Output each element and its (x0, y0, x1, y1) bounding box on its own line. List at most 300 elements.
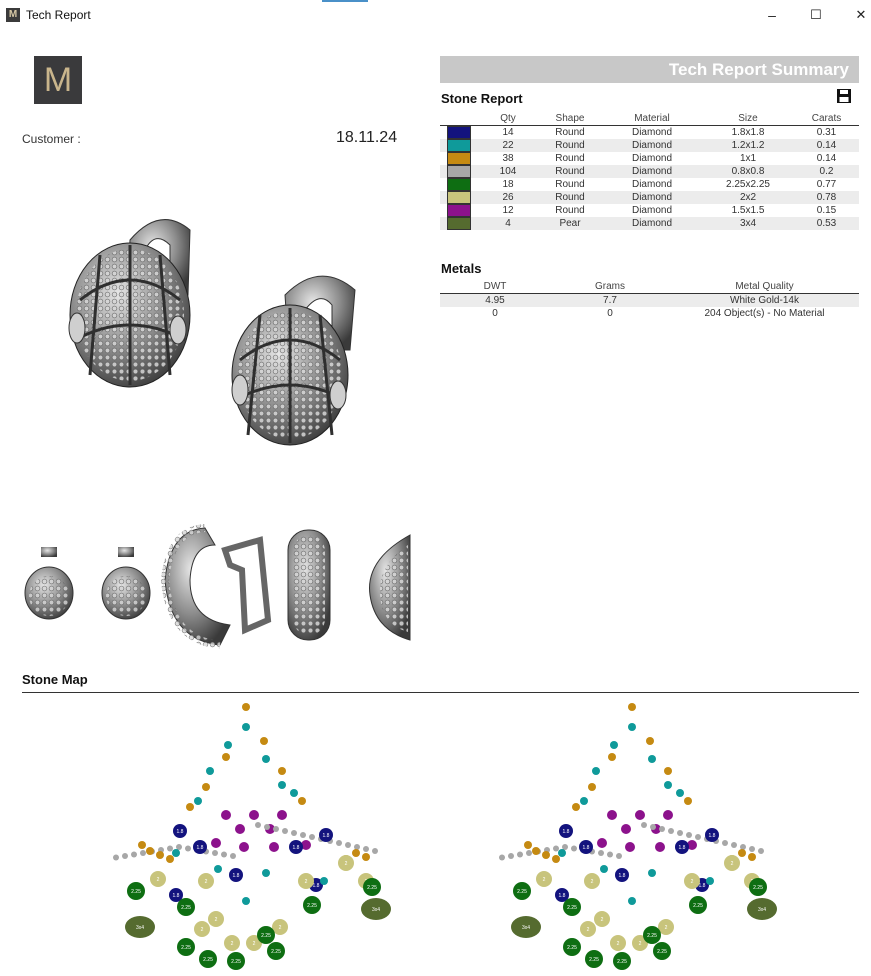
stone-map-stone (499, 855, 505, 861)
svg-text:2: 2 (344, 861, 348, 867)
svg-text:2.25: 2.25 (589, 957, 599, 963)
stone-map-stone (336, 840, 342, 846)
metals-col-header: Grams (550, 280, 670, 294)
stone-map-stone (592, 767, 600, 775)
stone-map-stone (559, 824, 573, 838)
stone-shape: Round (555, 179, 585, 190)
svg-text:2: 2 (214, 917, 218, 923)
app-logo-icon: M (6, 8, 20, 22)
stone-map-stone (579, 840, 593, 854)
stone-col-header: Shape (538, 112, 602, 126)
stone-map-stone (229, 868, 243, 882)
svg-text:1.8: 1.8 (292, 845, 300, 851)
stone-map-stone (563, 898, 581, 916)
stone-map-stone (290, 789, 298, 797)
stone-map-stone (354, 844, 360, 850)
stone-map-stone (113, 855, 119, 861)
metals-dwt: 0 (492, 308, 498, 319)
stone-col-header: Qty (478, 112, 538, 126)
svg-text:2: 2 (156, 877, 160, 883)
svg-text:1.8: 1.8 (322, 833, 330, 839)
customer-label: Customer : (22, 132, 81, 146)
stone-map-stone (319, 828, 333, 842)
stone-size: 3x4 (702, 217, 794, 230)
stone-color-swatch (447, 126, 471, 139)
stone-map-stone (222, 753, 230, 761)
stone-map-stone (260, 737, 268, 745)
stone-shape: Round (555, 205, 585, 216)
stone-map-stone (584, 873, 600, 889)
stone-map-stone (542, 851, 550, 859)
stone-shape: Round (555, 127, 585, 138)
metals-grams: 7.7 (550, 294, 670, 308)
stone-map-stone (628, 703, 636, 711)
stone-map-stone (264, 824, 270, 830)
stone-map-stone (562, 844, 568, 850)
stone-map-stone (675, 840, 689, 854)
stone-row (440, 178, 859, 191)
stone-carats: 0.14 (816, 153, 837, 164)
stone-row (440, 165, 859, 178)
stone-color-cell (440, 139, 478, 152)
brand-logo: M (34, 56, 82, 104)
stone-material: Diamond (631, 205, 673, 216)
stone-map-stone (198, 873, 214, 889)
stone-map-stone (166, 855, 174, 863)
stone-map-stone (598, 850, 604, 856)
stone-map-stone (668, 828, 674, 834)
stone-map-stone (664, 767, 672, 775)
stone-map-stone (526, 850, 532, 856)
stone-map-stone (214, 865, 222, 873)
render-small-views (25, 528, 410, 645)
stone-material: Diamond (631, 153, 673, 164)
svg-text:2: 2 (690, 879, 694, 885)
svg-text:1.8: 1.8 (232, 873, 240, 879)
stone-map-stone (362, 853, 370, 861)
stone-map-stone (705, 828, 719, 842)
stone-map-stone (689, 896, 707, 914)
stone-material: Diamond (602, 217, 702, 230)
svg-text:2: 2 (200, 927, 204, 933)
stone-map-stone (607, 852, 613, 858)
stone-material: Diamond (631, 127, 673, 138)
svg-text:2: 2 (664, 925, 668, 931)
stone-color-swatch (447, 178, 471, 191)
svg-text:2: 2 (230, 941, 234, 947)
metals-grams: 0 (607, 308, 613, 319)
stone-map-stone (648, 869, 656, 877)
stone-map-stone (150, 871, 166, 887)
stone-map-stone (257, 926, 275, 944)
stone-map-stone (211, 838, 221, 848)
stone-qty: 14 (502, 127, 514, 138)
stone-qty: 12 (502, 205, 514, 216)
stone-map-stone (646, 737, 654, 745)
maximize-icon[interactable]: ☐ (810, 7, 822, 22)
stone-row (440, 152, 859, 165)
summary-title: Tech Report Summary (668, 60, 849, 79)
stone-qty: 26 (478, 191, 538, 204)
stone-material: Diamond (602, 191, 702, 204)
metals-table (440, 280, 859, 320)
stone-row (440, 191, 859, 204)
stone-color-swatch (447, 217, 471, 230)
stone-shape: Round (538, 165, 602, 178)
stone-color-swatch (447, 139, 471, 152)
svg-text:2: 2 (304, 879, 308, 885)
stone-map-stone (303, 896, 321, 914)
stone-map-stone (230, 853, 236, 859)
svg-text:1.8: 1.8 (176, 829, 184, 835)
stone-qty: 104 (478, 165, 538, 178)
report-date: 18.11.24 (336, 129, 398, 146)
stone-shape: Round (538, 139, 602, 152)
stone-map-stone (608, 753, 616, 761)
stone-map-stone (262, 869, 270, 877)
stone-row (440, 204, 859, 217)
metals-quality: 204 Object(s) - No Material (704, 308, 825, 319)
stone-map-stone (731, 842, 737, 848)
stone-size: 2x2 (702, 191, 794, 204)
stone-qty: 22 (478, 139, 538, 152)
stone-map-stone (177, 938, 195, 956)
swatch-header (440, 112, 478, 126)
stone-map-stone (664, 781, 672, 789)
stone-color-cell (440, 126, 478, 140)
svg-text:2.25: 2.25 (657, 949, 667, 955)
stone-map-title: Stone Map (22, 672, 88, 687)
stone-color-cell (440, 191, 478, 204)
stone-map-stone (224, 741, 232, 749)
render-right-earring (232, 276, 355, 445)
stone-map-stone (585, 950, 603, 968)
svg-text:3x4: 3x4 (521, 925, 531, 931)
svg-text:2.25: 2.25 (567, 945, 577, 951)
stone-map-stone (345, 842, 351, 848)
stone-map-stone (536, 871, 552, 887)
stone-material: Diamond (602, 139, 702, 152)
stone-map-pear (125, 916, 155, 938)
stone-map-stone (684, 797, 692, 805)
stone-map-stone (641, 822, 647, 828)
svg-text:2.25: 2.25 (181, 945, 191, 951)
svg-text:3x4: 3x4 (757, 907, 767, 913)
stone-map-stone (278, 781, 286, 789)
stone-size: 0.8x0.8 (702, 165, 794, 178)
stone-map-stone (282, 828, 288, 834)
stone-map-stone (663, 810, 673, 820)
stone-map-stone (167, 846, 173, 852)
stone-map-stone (338, 855, 354, 871)
stone-map-divider (22, 692, 859, 693)
stone-map-stone (363, 878, 381, 896)
stone-map-pear (511, 916, 541, 938)
stone-map-stone (242, 897, 250, 905)
svg-text:1.8: 1.8 (678, 845, 686, 851)
svg-text:1.8: 1.8 (562, 829, 570, 835)
stone-map-stone (242, 723, 250, 731)
stone-map-stone (748, 853, 756, 861)
window-titlebar (0, 0, 871, 32)
svg-text:2.25: 2.25 (203, 957, 213, 963)
stone-col-header: Size (702, 112, 794, 126)
stone-size: 1x1 (739, 153, 757, 164)
svg-text:2.25: 2.25 (261, 933, 271, 939)
stone-row (440, 139, 859, 152)
svg-text:2: 2 (204, 879, 208, 885)
stone-map-stone (221, 810, 231, 820)
stone-map-stone (352, 849, 360, 857)
stone-color-cell (440, 178, 478, 191)
stone-map-stone (552, 855, 560, 863)
stone-map-stone (686, 832, 692, 838)
stone-map-stone (298, 873, 314, 889)
stone-color-swatch (447, 204, 471, 217)
stone-map-stone (156, 851, 164, 859)
stone-map-stone (628, 723, 636, 731)
stone-carats: 0.78 (794, 191, 859, 204)
stone-size: 1.5x1.5 (731, 205, 765, 216)
stone-shape: Round (555, 153, 585, 164)
svg-text:2: 2 (600, 917, 604, 923)
stone-size: 2.25x2.25 (726, 179, 770, 190)
stone-map-stone (212, 850, 218, 856)
stone-map-stone (363, 846, 369, 852)
stone-map-stone (193, 840, 207, 854)
stone-map-stone (621, 824, 631, 834)
stone-color-cell (440, 204, 478, 217)
stone-map-stone (738, 849, 746, 857)
stone-map-stone (255, 822, 261, 828)
stone-map-stone (758, 848, 764, 854)
stone-map-stone (643, 926, 661, 944)
svg-text:2.25: 2.25 (647, 933, 657, 939)
stone-report-table (440, 112, 859, 230)
stone-map-stone (202, 783, 210, 791)
stone-map-stone (749, 878, 767, 896)
close-icon[interactable]: ✕ (855, 7, 867, 22)
metals-col-header: DWT (440, 280, 550, 294)
stone-map-stone (199, 950, 217, 968)
stone-map-stone (140, 850, 146, 856)
stone-map-stone (249, 810, 259, 820)
stone-map-stone (194, 921, 210, 937)
svg-text:2.25: 2.25 (517, 889, 527, 895)
stone-map-stone (610, 741, 618, 749)
stone-map-stone (278, 767, 286, 775)
stone-map-stone (749, 846, 755, 852)
svg-text:1.8: 1.8 (582, 845, 590, 851)
stone-size: 1.8x1.8 (731, 127, 765, 138)
svg-text:1.8: 1.8 (196, 845, 204, 851)
svg-text:2.25: 2.25 (693, 903, 703, 909)
svg-text:1.8: 1.8 (618, 873, 626, 879)
earring-renders (20, 200, 420, 660)
stone-map-stone (206, 767, 214, 775)
stone-map-stone (300, 832, 306, 838)
stone-shape: Round (538, 191, 602, 204)
stone-map-stone (508, 853, 514, 859)
stone-map-stone (146, 847, 154, 855)
stone-map-stone (571, 846, 577, 852)
stone-map-stone (372, 848, 378, 854)
stone-map-stone (513, 882, 531, 900)
stone-material: Diamond (602, 165, 702, 178)
stone-map-stone (594, 911, 610, 927)
stone-map-stone (289, 840, 303, 854)
stone-map-stone (122, 853, 128, 859)
stone-map-stone (677, 830, 683, 836)
stone-map-stone (221, 852, 227, 858)
stone-map-stone (176, 844, 182, 850)
stone-col-header: Material (602, 112, 702, 126)
svg-text:2.25: 2.25 (181, 905, 191, 911)
stone-color-cell (440, 217, 478, 230)
svg-text:1.8: 1.8 (698, 883, 706, 889)
stone-color-swatch (447, 152, 471, 165)
stone-map-stone (235, 824, 245, 834)
metals-row (440, 294, 859, 308)
stone-map-stone (572, 803, 580, 811)
stone-map-stone (553, 846, 559, 852)
svg-text:2.25: 2.25 (753, 885, 763, 891)
stone-color-cell (440, 152, 478, 165)
svg-text:2.25: 2.25 (131, 889, 141, 895)
svg-text:2: 2 (278, 925, 282, 931)
stone-map-stone (588, 783, 596, 791)
stone-map-stone (517, 852, 523, 858)
stone-map-stone (607, 810, 617, 820)
stone-map-stone (650, 824, 656, 830)
stone-color-cell (440, 165, 478, 178)
stone-map-stone (194, 797, 202, 805)
stone-qty: 18 (502, 179, 514, 190)
svg-text:1.8: 1.8 (708, 833, 716, 839)
stone-col-header: Carats (794, 112, 859, 126)
stone-map-stone (655, 842, 665, 852)
stone-map-stone (273, 826, 279, 832)
stone-material: Diamond (631, 179, 673, 190)
stone-map-stone (177, 898, 195, 916)
metals-col-header: Metal Quality (670, 280, 859, 294)
stone-map-stone (138, 841, 146, 849)
stone-report-title: Stone Report (441, 91, 523, 106)
stone-qty: 38 (502, 153, 514, 164)
stone-map-stone (684, 873, 700, 889)
stone-map-stone (291, 830, 297, 836)
titlebar-accent (322, 0, 368, 2)
stone-map-stone (277, 810, 287, 820)
svg-text:3x4: 3x4 (371, 907, 381, 913)
save-icon[interactable] (836, 88, 852, 104)
stone-carats: 0.14 (794, 139, 859, 152)
stone-map-stone (613, 952, 631, 970)
stone-map-stone (131, 852, 137, 858)
stone-map-stone (524, 841, 532, 849)
stone-shape: Pear (538, 217, 602, 230)
svg-text:2: 2 (542, 877, 546, 883)
stone-map-stone (653, 942, 671, 960)
stone-map-stone (610, 935, 626, 951)
svg-text:2: 2 (730, 861, 734, 867)
stone-color-swatch (447, 191, 471, 204)
metals-title: Metals (441, 261, 482, 276)
stone-report-header-row (440, 112, 859, 126)
svg-text:2: 2 (586, 927, 590, 933)
stone-map-stone (580, 921, 596, 937)
stone-map-stone (320, 877, 328, 885)
stone-map-stone (722, 840, 728, 846)
stone-row (440, 126, 859, 140)
stone-color-swatch (447, 165, 471, 178)
window-title: Tech Report (26, 8, 91, 22)
stone-map-stone (635, 810, 645, 820)
stone-map-stone (597, 838, 607, 848)
stone-map-stone (186, 803, 194, 811)
stone-carats: 0.2 (794, 165, 859, 178)
metals-quality: White Gold-14k (670, 294, 859, 308)
stone-map-stone (600, 865, 608, 873)
metals-row (440, 307, 859, 320)
stone-map-pear (361, 898, 391, 920)
svg-text:2: 2 (638, 941, 642, 947)
stone-map-stone (558, 849, 566, 857)
metals-header-row (440, 280, 859, 294)
stone-carats: 0.53 (794, 217, 859, 230)
stone-map-stone (208, 911, 224, 927)
stone-size: 1.2x1.2 (702, 139, 794, 152)
stone-qty: 4 (478, 217, 538, 230)
stone-map-stone (298, 797, 306, 805)
stone-map-stone (173, 824, 187, 838)
stone-map-stone (185, 846, 191, 852)
svg-text:2: 2 (252, 941, 256, 947)
stone-carats: 0.77 (816, 179, 837, 190)
svg-text:2: 2 (590, 879, 594, 885)
stone-map-stone (706, 877, 714, 885)
stone-carats: 0.31 (816, 127, 837, 138)
svg-text:2.25: 2.25 (231, 959, 241, 965)
stone-row (440, 217, 859, 230)
stone-map-stone (676, 789, 684, 797)
stone-map-stone (309, 834, 315, 840)
minimize-icon[interactable]: – (768, 7, 776, 23)
stone-map-stone (224, 935, 240, 951)
stone-map-stone (724, 855, 740, 871)
stone-map-stone (127, 882, 145, 900)
svg-text:1.8: 1.8 (558, 893, 566, 899)
stone-map-stone (242, 703, 250, 711)
metals-dwt: 4.95 (440, 294, 550, 308)
stone-map-stone (695, 834, 701, 840)
stone-map-stone (267, 942, 285, 960)
svg-text:2.25: 2.25 (367, 885, 377, 891)
stone-map-stone (616, 853, 622, 859)
stone-map-stone (740, 844, 746, 850)
stone-map-stone (659, 826, 665, 832)
stone-map-stone (227, 952, 245, 970)
stone-map-diagram (34, 697, 859, 976)
svg-text:2.25: 2.25 (567, 905, 577, 911)
svg-text:3x4: 3x4 (135, 925, 145, 931)
stone-carats: 0.15 (816, 205, 837, 216)
stone-map-stone (262, 755, 270, 763)
summary-header-bar (440, 56, 859, 83)
stone-map-stone (239, 842, 249, 852)
svg-text:1.8: 1.8 (312, 883, 320, 889)
stone-map-stone (532, 847, 540, 855)
